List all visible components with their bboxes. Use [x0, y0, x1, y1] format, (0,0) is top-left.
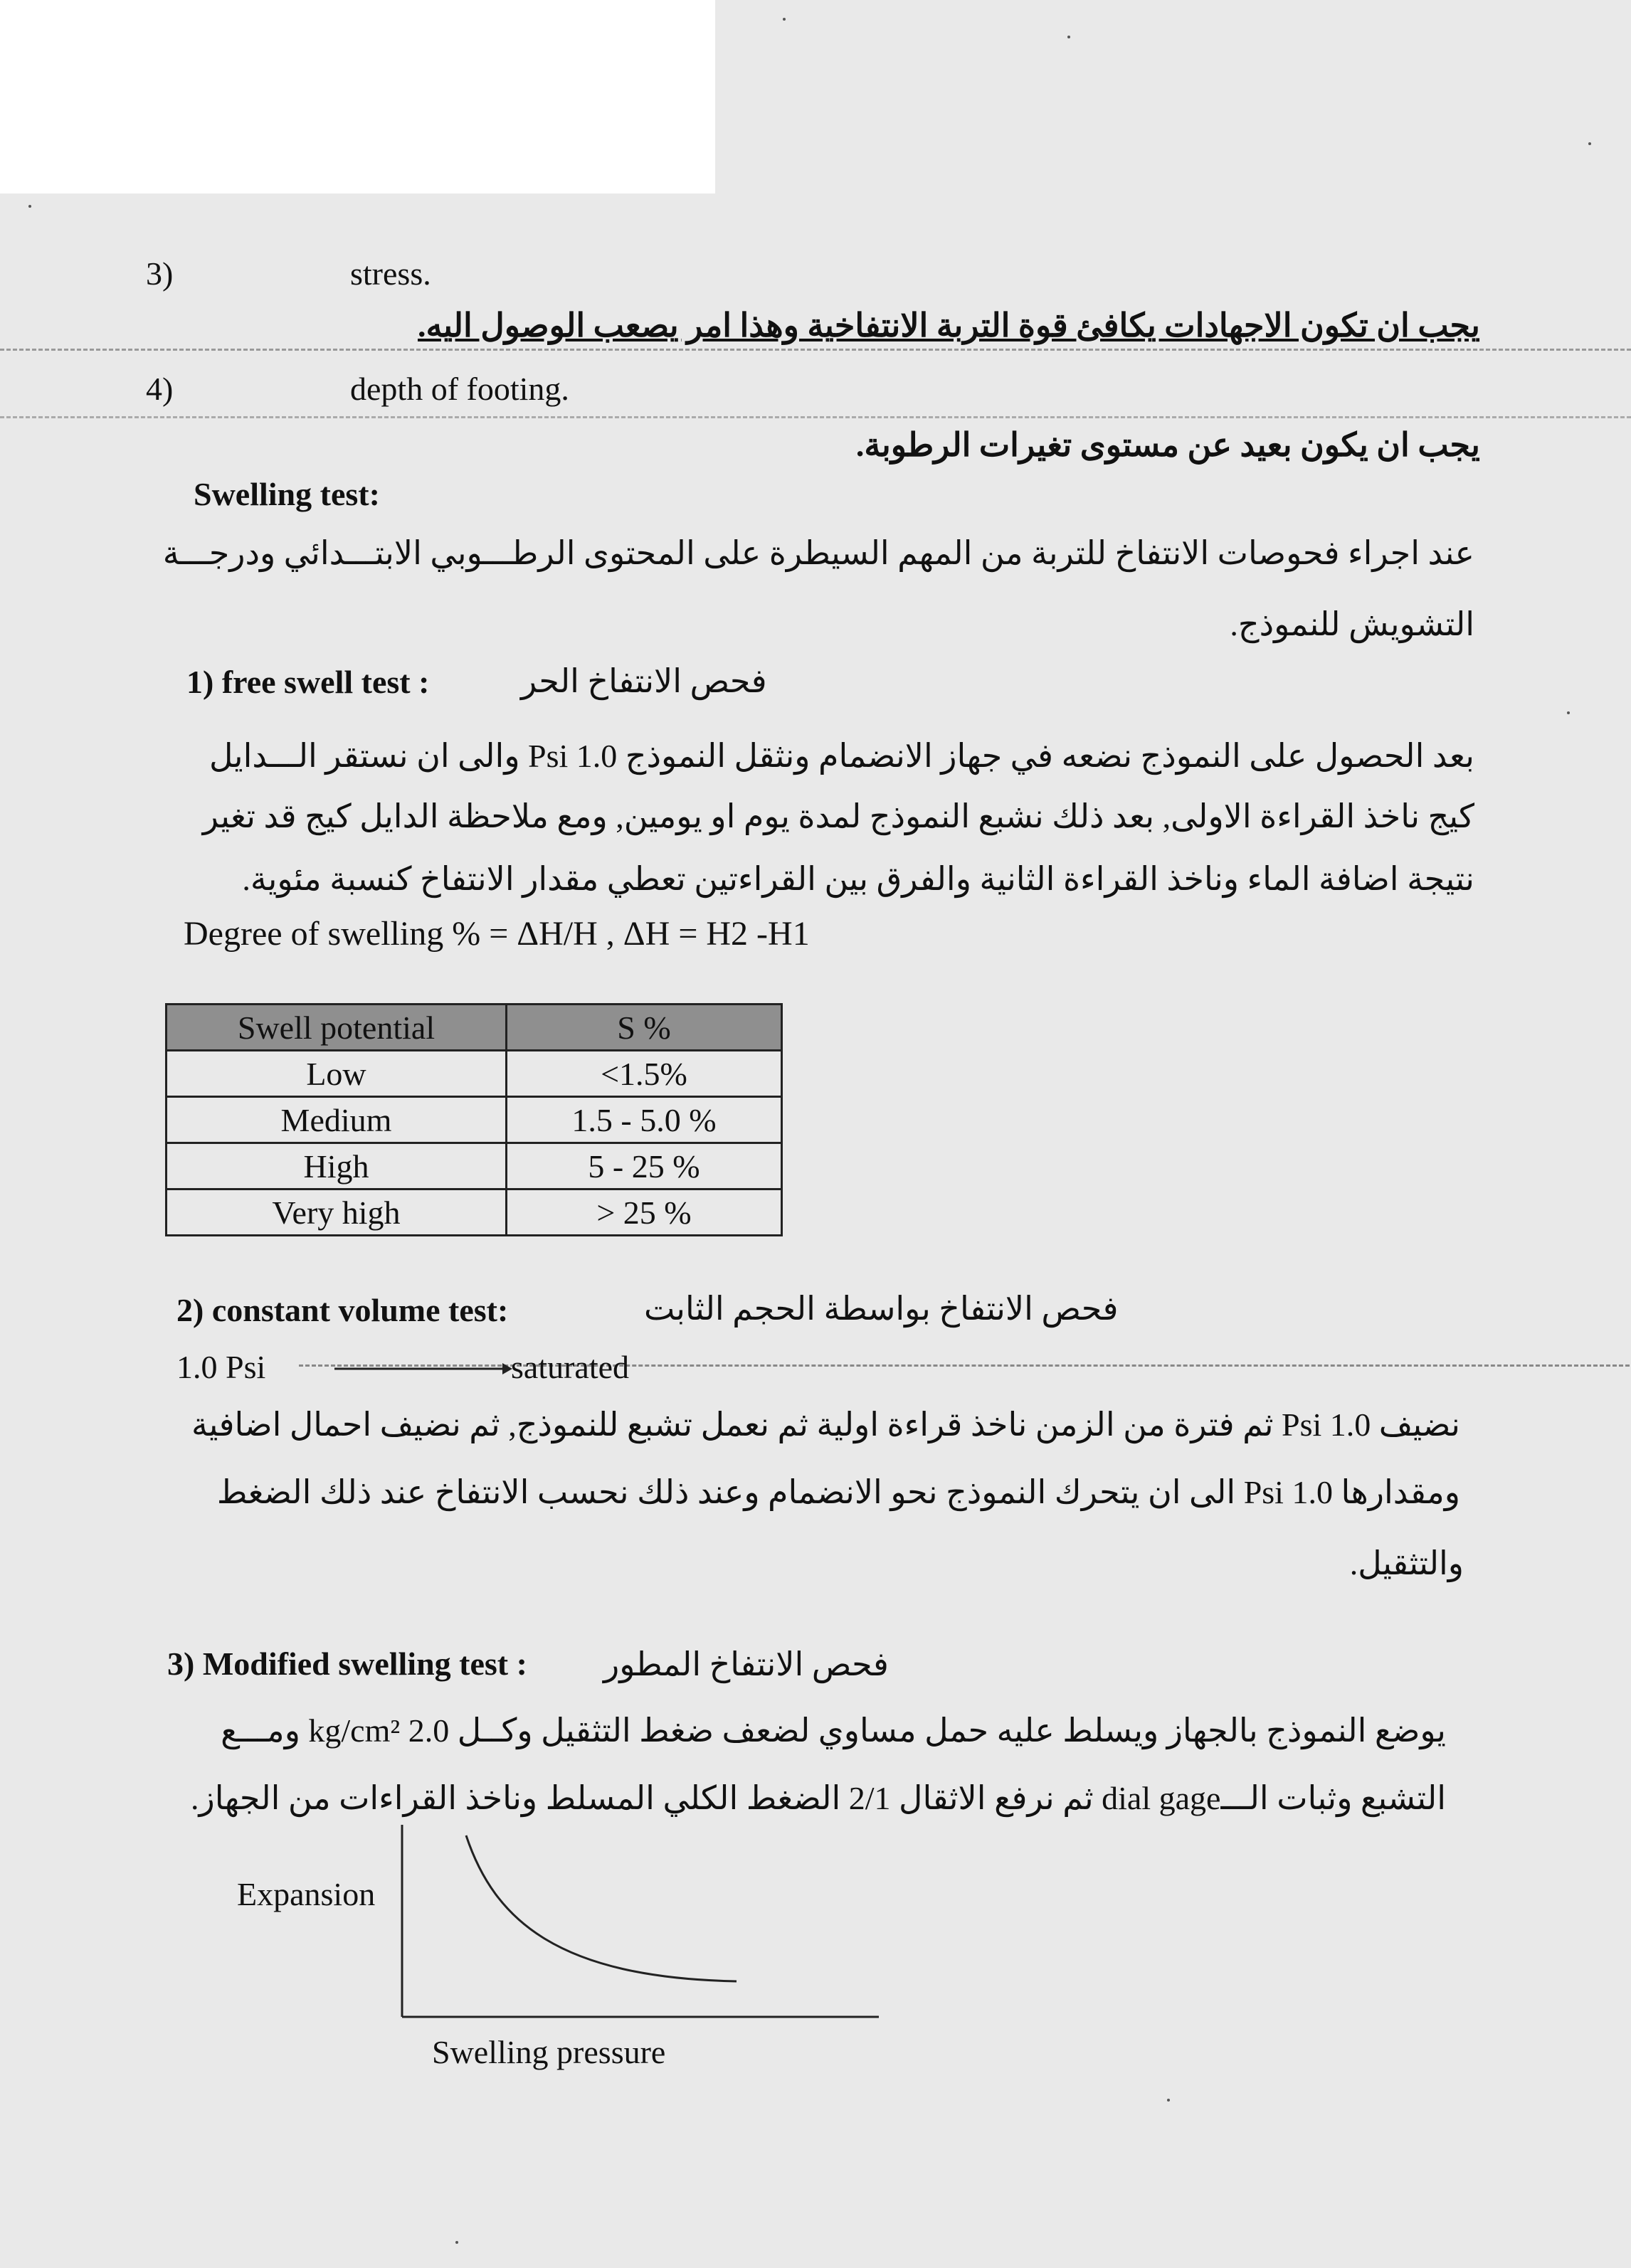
- list-text-depth: depth of footing.: [350, 371, 569, 407]
- table-cell: > 25 %: [507, 1189, 782, 1236]
- list-number-4: 4): [146, 371, 174, 407]
- free-swell-line1: بعد الحصول على النموذج نضعه في جهاز الانضمام ونثقل النموذج 1.0 Psi والى ان نستقر الـــدايل: [209, 738, 1474, 774]
- swelling-intro-line1: عند اجراء فحوصات الانتفاخ للتربة من المهم السيطرة على المحتوى الرطـــوبي الابتـــدائي ودرجـــة: [162, 535, 1474, 571]
- graph-y-label: Expansion: [237, 1876, 376, 1912]
- table-cell: Low: [167, 1051, 507, 1097]
- scan-speck: [28, 205, 31, 208]
- table-cell: 5 - 25 %: [507, 1143, 782, 1189]
- swell-potential-table: [165, 1003, 783, 1236]
- table-row: [167, 1097, 782, 1143]
- free-swell-heading-en: 1) free swell test :: [186, 664, 430, 700]
- list-arabic-stress: يجب ان تكون الاجهادات يكافئ قوة التربة الانتفاخية وهذا امر يصعب الوصول اليه.: [417, 307, 1480, 344]
- scan-speck: [1567, 711, 1570, 714]
- table-row: [167, 1051, 782, 1097]
- constant-volume-heading-ar: فحص الانتفاخ بواسطة الحجم الثابت: [644, 1291, 1119, 1327]
- scan-speck: [1588, 142, 1591, 145]
- table-cell: High: [167, 1143, 507, 1189]
- modified-swelling-heading-en: 3) Modified swelling test :: [167, 1646, 527, 1682]
- graph-curve: [466, 1835, 737, 1981]
- list-text-stress: stress.: [350, 255, 431, 292]
- scan-speck: [1167, 2099, 1170, 2102]
- swelling-test-heading: Swelling test:: [194, 476, 380, 512]
- free-swell-line3: نتيجة اضافة الماء وناخذ القراءة الثانية والفرق بين القراءتين تعطي مقدار الانتفاخ كنسبة مئوية.: [242, 861, 1474, 897]
- list-number-3: 3): [146, 255, 174, 292]
- constant-volume-line2: ومقدارها 1.0 Psi الى ان يتحرك النموذج نحو الانضمام وعند ذلك نحسب الانتفاخ عند ذلك الضغط: [216, 1474, 1460, 1510]
- table-header-cell: S %: [507, 1005, 782, 1051]
- white-patch: [0, 0, 715, 194]
- list-arabic-depth: يجب ان يكون بعيد عن مستوى تغيرات الرطوبة.: [855, 427, 1480, 463]
- table-row: [167, 1143, 782, 1189]
- scan-speck: [1067, 36, 1070, 38]
- swelling-formula: Degree of swelling % = ΔH/H , ΔH = H2 -H1: [184, 915, 810, 953]
- table-header-cell: Swell potential: [167, 1005, 507, 1051]
- table-header-row: [167, 1005, 782, 1051]
- table-cell: Very high: [167, 1189, 507, 1236]
- psi-label: 1.0 Psi: [176, 1349, 266, 1385]
- modified-swelling-line2: التشبع وثبات الـــdial gage ثم نرفع الاثقال 2/1 الضغط الكلي المسلط وناخذ القراءات من الجهاز.: [191, 1780, 1446, 1816]
- constant-volume-line3: والتثقيل.: [1349, 1545, 1464, 1581]
- scan-line: [0, 349, 1631, 351]
- table-row: [167, 1189, 782, 1236]
- swelling-intro-line2: التشويش للنموذج.: [1230, 606, 1474, 642]
- table-cell: <1.5%: [507, 1051, 782, 1097]
- table-cell: Medium: [167, 1097, 507, 1143]
- scan-line: [0, 416, 1631, 418]
- graph-x-label: Swelling pressure: [432, 2034, 666, 2070]
- constant-volume-heading-en: 2) constant volume test:: [176, 1292, 509, 1328]
- expansion-pressure-graph: [395, 1821, 893, 2035]
- modified-swelling-line1: يوضع النموذج بالجهاز ويسلط عليه حمل مساوي لضعف ضغط التثقيل وكــل 2.0 kg/cm² ومـــع: [221, 1712, 1446, 1749]
- free-swell-line2: كيج ناخذ القراءة الاولى, بعد ذلك نشبع النموذج لمدة يوم او يومين, ومع ملاحظة الدايل كيج قد تغير: [202, 798, 1474, 834]
- saturated-label: saturated: [511, 1349, 630, 1385]
- free-swell-heading-ar: فحص الانتفاخ الحر: [521, 663, 767, 699]
- scan-speck: [783, 18, 786, 21]
- modified-swelling-heading-ar: فحص الانتفاخ المطور: [603, 1646, 889, 1683]
- saturation-arrow: [334, 1360, 512, 1377]
- table-cell: 1.5 - 5.0 %: [507, 1097, 782, 1143]
- constant-volume-line1: نضيف 1.0 Psi ثم فترة من الزمن ناخذ قراءة اولية ثم نعمل تشبع للنموذج, ثم نضيف احمال اضافية: [191, 1406, 1460, 1443]
- scan-speck: [455, 2241, 458, 2244]
